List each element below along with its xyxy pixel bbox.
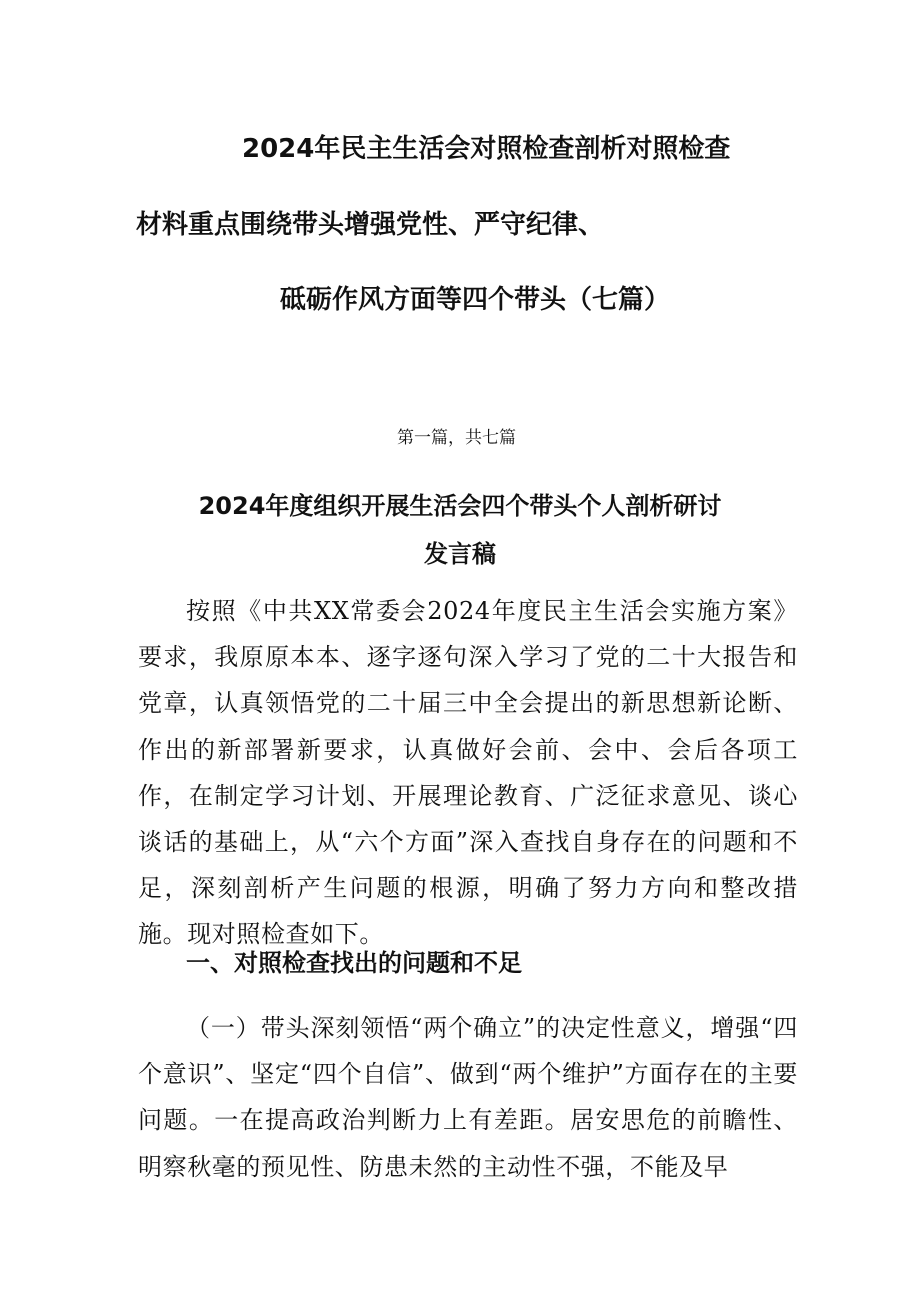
document-title-line-2: 材料重点围绕带头增强党性、严守纪律、: [136, 210, 605, 240]
subsection-paragraph: （一）带头深刻领悟“两个确立”的决定性意义，增强“四个意识”、坚定“四个自信”、做到“两个维护”方面存在的主要问题。一在提高政治判断力上有差距。居安思危的前瞻性、明察秋毫的预见性、防患未然的主动性不强，不能及早: [138, 1014, 798, 1181]
document-title-line-3: 砥砺作风方面等四个带头（七篇）: [280, 285, 671, 315]
article-title-line-1: 2024年度组织开展生活会四个带头个人剖析研讨: [198, 492, 722, 520]
intro-paragraph: 按照《中共XX常委会2024年度民主生活会实施方案》要求，我原原本本、逐字逐句深入学习了党的二十大报告和党章，认真领悟党的二十届三中全会提出的新思想新论断、作出的新部署新要求，认真做好会前、会中、会后各项工作，在制定学习计划、开展理论教育、广泛征求意见、谈心谈话的基础上，从“六个方面”深入查找自身存在的问题和不足，深刻剖析产生问题的根源，明确了努力方向和整改措施。现对照检查如下。: [138, 597, 798, 949]
article-title-line-2: 发言稿: [424, 540, 496, 568]
series-label: 第一篇，共七篇: [397, 428, 516, 448]
section-heading: 一、对照检查找出的问题和不足: [186, 949, 522, 977]
document-title-line-1: 2024年民主生活会对照检查剖析对照检查: [242, 134, 731, 164]
